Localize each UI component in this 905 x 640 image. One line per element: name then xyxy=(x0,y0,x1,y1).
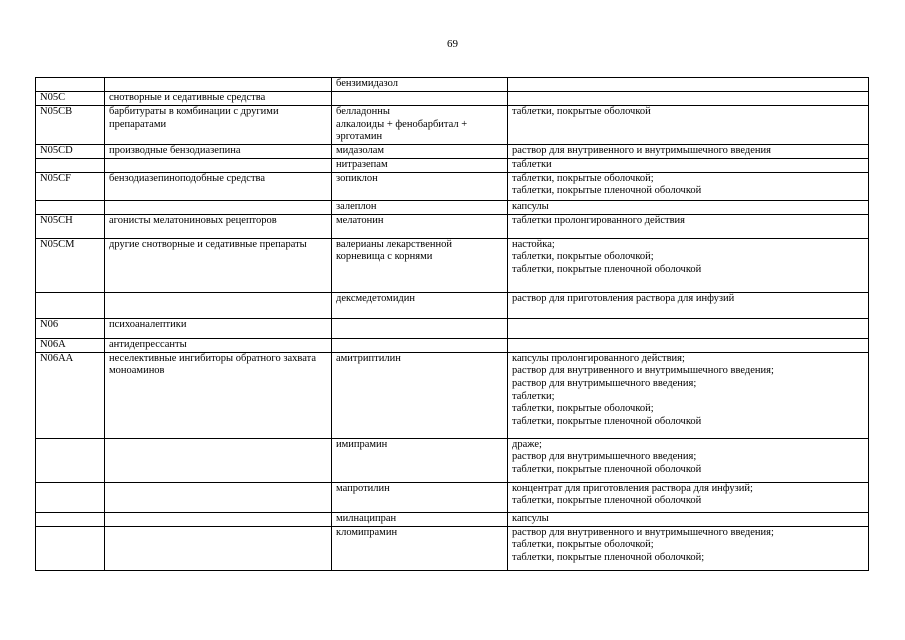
table-row xyxy=(36,438,869,482)
dosage-form-cell xyxy=(508,144,869,158)
dosage-form-line: настойка; xyxy=(512,238,555,250)
dosage-form-cell xyxy=(508,172,869,200)
table-row xyxy=(36,78,869,92)
drug-name-line: амитриптилин xyxy=(336,352,401,364)
dosage-form-line: таблетки, покрытые оболочкой; xyxy=(512,539,654,551)
dosage-form-line: драже; xyxy=(512,438,542,450)
drug-name-line: кломипрамин xyxy=(336,526,398,538)
atc-code-cell xyxy=(36,200,105,214)
drug-name-cell xyxy=(332,78,508,92)
dosage-form-cell xyxy=(508,318,869,338)
drug-name-line: корневища с корнями xyxy=(336,251,433,263)
drug-name-cell xyxy=(332,352,508,438)
dosage-form-cell xyxy=(508,158,869,172)
drug-name-line: нитразепам xyxy=(336,158,388,170)
dosage-form-cell xyxy=(508,512,869,526)
drug-name-cell xyxy=(332,92,508,106)
atc-code-cell xyxy=(36,292,105,318)
drug-name-cell xyxy=(332,526,508,570)
atc-code-cell: N05CD xyxy=(36,144,105,158)
dosage-form-cell xyxy=(508,238,869,292)
dosage-form-line: раствор для приготовления раствора для инфузий xyxy=(512,292,735,304)
dosage-form-line: раствор для внутривенного и внутримышечного введения; xyxy=(512,365,774,377)
atc-code-cell: N06 xyxy=(36,318,105,338)
drug-name-cell xyxy=(332,172,508,200)
table-row xyxy=(36,158,869,172)
dosage-form-line: таблетки xyxy=(512,158,552,170)
table-row xyxy=(36,512,869,526)
dosage-form-line: раствор для внутримышечного введения; xyxy=(512,451,697,463)
atc-code-cell: N06AA xyxy=(36,352,105,438)
table-row xyxy=(36,482,869,512)
dosage-form-line: таблетки, покрытые оболочкой; xyxy=(512,251,654,263)
table-row xyxy=(36,238,869,292)
atc-group-name-cell: антидепрессанты xyxy=(105,338,332,352)
drug-name-line: зопиклон xyxy=(336,172,378,184)
atc-group-name-cell: барбитураты в комбинации с другими препаратами xyxy=(105,106,332,145)
drug-name-line: мапротилин xyxy=(336,482,390,494)
atc-code-cell: N05CF xyxy=(36,172,105,200)
atc-code-cell xyxy=(36,526,105,570)
dosage-form-line: раствор для внутримышечного введения; xyxy=(512,377,697,389)
drug-name-cell xyxy=(332,144,508,158)
table-row xyxy=(36,318,869,338)
dosage-form-cell xyxy=(508,200,869,214)
dosage-form-line: раствор для внутривенного и внутримышечного введения xyxy=(512,144,771,156)
drug-name-line: мидазолам xyxy=(336,144,385,156)
dosage-form-line: таблетки, покрытые оболочкой; xyxy=(512,403,654,415)
dosage-form-line: таблетки, покрытые пленочной оболочкой xyxy=(512,463,702,475)
drug-name-cell xyxy=(332,292,508,318)
dosage-form-cell xyxy=(508,438,869,482)
dosage-form-cell xyxy=(508,352,869,438)
dosage-form-line: раствор для внутривенного и внутримышечного введения; xyxy=(512,526,774,538)
dosage-form-line: таблетки, покрытые пленочной оболочкой xyxy=(512,495,702,507)
drug-name-line: валерианы лекарственной xyxy=(336,238,452,250)
table-row xyxy=(36,172,869,200)
table-row xyxy=(36,200,869,214)
atc-group-name-cell: производные бензодиазепина xyxy=(105,144,332,158)
dosage-form-line: таблетки пролонгированного действия xyxy=(512,214,685,226)
drug-name-line: милнаципран xyxy=(336,512,397,524)
drug-name-cell xyxy=(332,482,508,512)
drug-name-line: залеплон xyxy=(336,200,377,212)
table-row xyxy=(36,526,869,570)
atc-code-cell xyxy=(36,158,105,172)
dosage-form-line: таблетки; xyxy=(512,390,555,402)
drug-table xyxy=(35,77,869,571)
dosage-form-cell xyxy=(508,526,869,570)
atc-code-cell: N05CB xyxy=(36,106,105,145)
drug-name-line: имипрамин xyxy=(336,438,388,450)
drug-name-cell xyxy=(332,512,508,526)
atc-code-cell xyxy=(36,438,105,482)
dosage-form-line: капсулы пролонгированного действия; xyxy=(512,352,685,364)
dosage-form-cell xyxy=(508,482,869,512)
table-row xyxy=(36,106,869,145)
table-row xyxy=(36,214,869,238)
dosage-form-line: таблетки, покрытые пленочной оболочкой xyxy=(512,185,702,197)
atc-group-name-cell: другие снотворные и седативные препараты xyxy=(105,238,332,292)
dosage-form-cell xyxy=(508,92,869,106)
drug-name-cell xyxy=(332,158,508,172)
drug-name-cell xyxy=(332,238,508,292)
dosage-form-cell xyxy=(508,338,869,352)
dosage-form-line: таблетки, покрытые пленочной оболочкой; xyxy=(512,551,705,563)
dosage-form-line: концентрат для приготовления раствора для инфузий; xyxy=(512,482,753,494)
atc-code-cell: N05C xyxy=(36,92,105,106)
atc-code-cell: N05CH xyxy=(36,214,105,238)
atc-group-name-cell: агонисты мелатониновых рецепторов xyxy=(105,214,332,238)
dosage-form-cell xyxy=(508,214,869,238)
atc-group-name-cell: неселективные ингибиторы обратного захвата моноаминов xyxy=(105,352,332,438)
dosage-form-line: капсулы xyxy=(512,512,549,524)
drug-name-line: эрготамин xyxy=(336,131,383,143)
atc-code-cell xyxy=(36,512,105,526)
drug-name-cell xyxy=(332,200,508,214)
dosage-form-cell xyxy=(508,292,869,318)
dosage-form-line: таблетки, покрытые оболочкой; xyxy=(512,172,654,184)
table-row xyxy=(36,292,869,318)
table-row xyxy=(36,338,869,352)
atc-group-name-cell xyxy=(105,482,332,512)
atc-group-name-cell xyxy=(105,292,332,318)
drug-name-cell xyxy=(332,438,508,482)
dosage-form-line: таблетки, покрытые пленочной оболочкой xyxy=(512,263,702,275)
drug-name-cell xyxy=(332,106,508,145)
drug-name-cell xyxy=(332,318,508,338)
table-row xyxy=(36,352,869,438)
dosage-form-line: таблетки, покрытые оболочкой xyxy=(512,106,651,117)
atc-group-name-cell: психоаналептики xyxy=(105,318,332,338)
atc-code-cell xyxy=(36,78,105,92)
table-row xyxy=(36,92,869,106)
atc-group-name-cell: снотворные и седативные средства xyxy=(105,92,332,106)
dosage-form-line: капсулы xyxy=(512,200,549,212)
atc-group-name-cell xyxy=(105,78,332,92)
atc-code-cell: N05CM xyxy=(36,238,105,292)
table-row xyxy=(36,144,869,158)
atc-group-name-cell xyxy=(105,512,332,526)
drug-name-cell xyxy=(332,338,508,352)
drug-name-line: мелатонин xyxy=(336,214,384,226)
atc-group-name-cell: бензодиазепиноподобные средства xyxy=(105,172,332,200)
atc-code-cell: N06A xyxy=(36,338,105,352)
atc-code-cell xyxy=(36,482,105,512)
atc-group-name-cell xyxy=(105,526,332,570)
drug-name-line: алкалоиды + фенобарбитал + xyxy=(336,118,468,130)
atc-group-name-cell xyxy=(105,200,332,214)
drug-name-cell xyxy=(332,214,508,238)
drug-name-line: дексмедетомидин xyxy=(336,292,416,304)
dosage-form-cell xyxy=(508,78,869,92)
dosage-form-line: таблетки, покрытые пленочной оболочкой xyxy=(512,415,702,427)
atc-group-name-cell xyxy=(105,158,332,172)
drug-name-line: бензимидазол xyxy=(336,78,398,89)
drug-name-line: белладонны xyxy=(336,106,390,117)
atc-group-name-cell xyxy=(105,438,332,482)
dosage-form-cell xyxy=(508,106,869,145)
drug-table-body xyxy=(36,78,869,571)
page-number: 69 xyxy=(447,38,458,50)
